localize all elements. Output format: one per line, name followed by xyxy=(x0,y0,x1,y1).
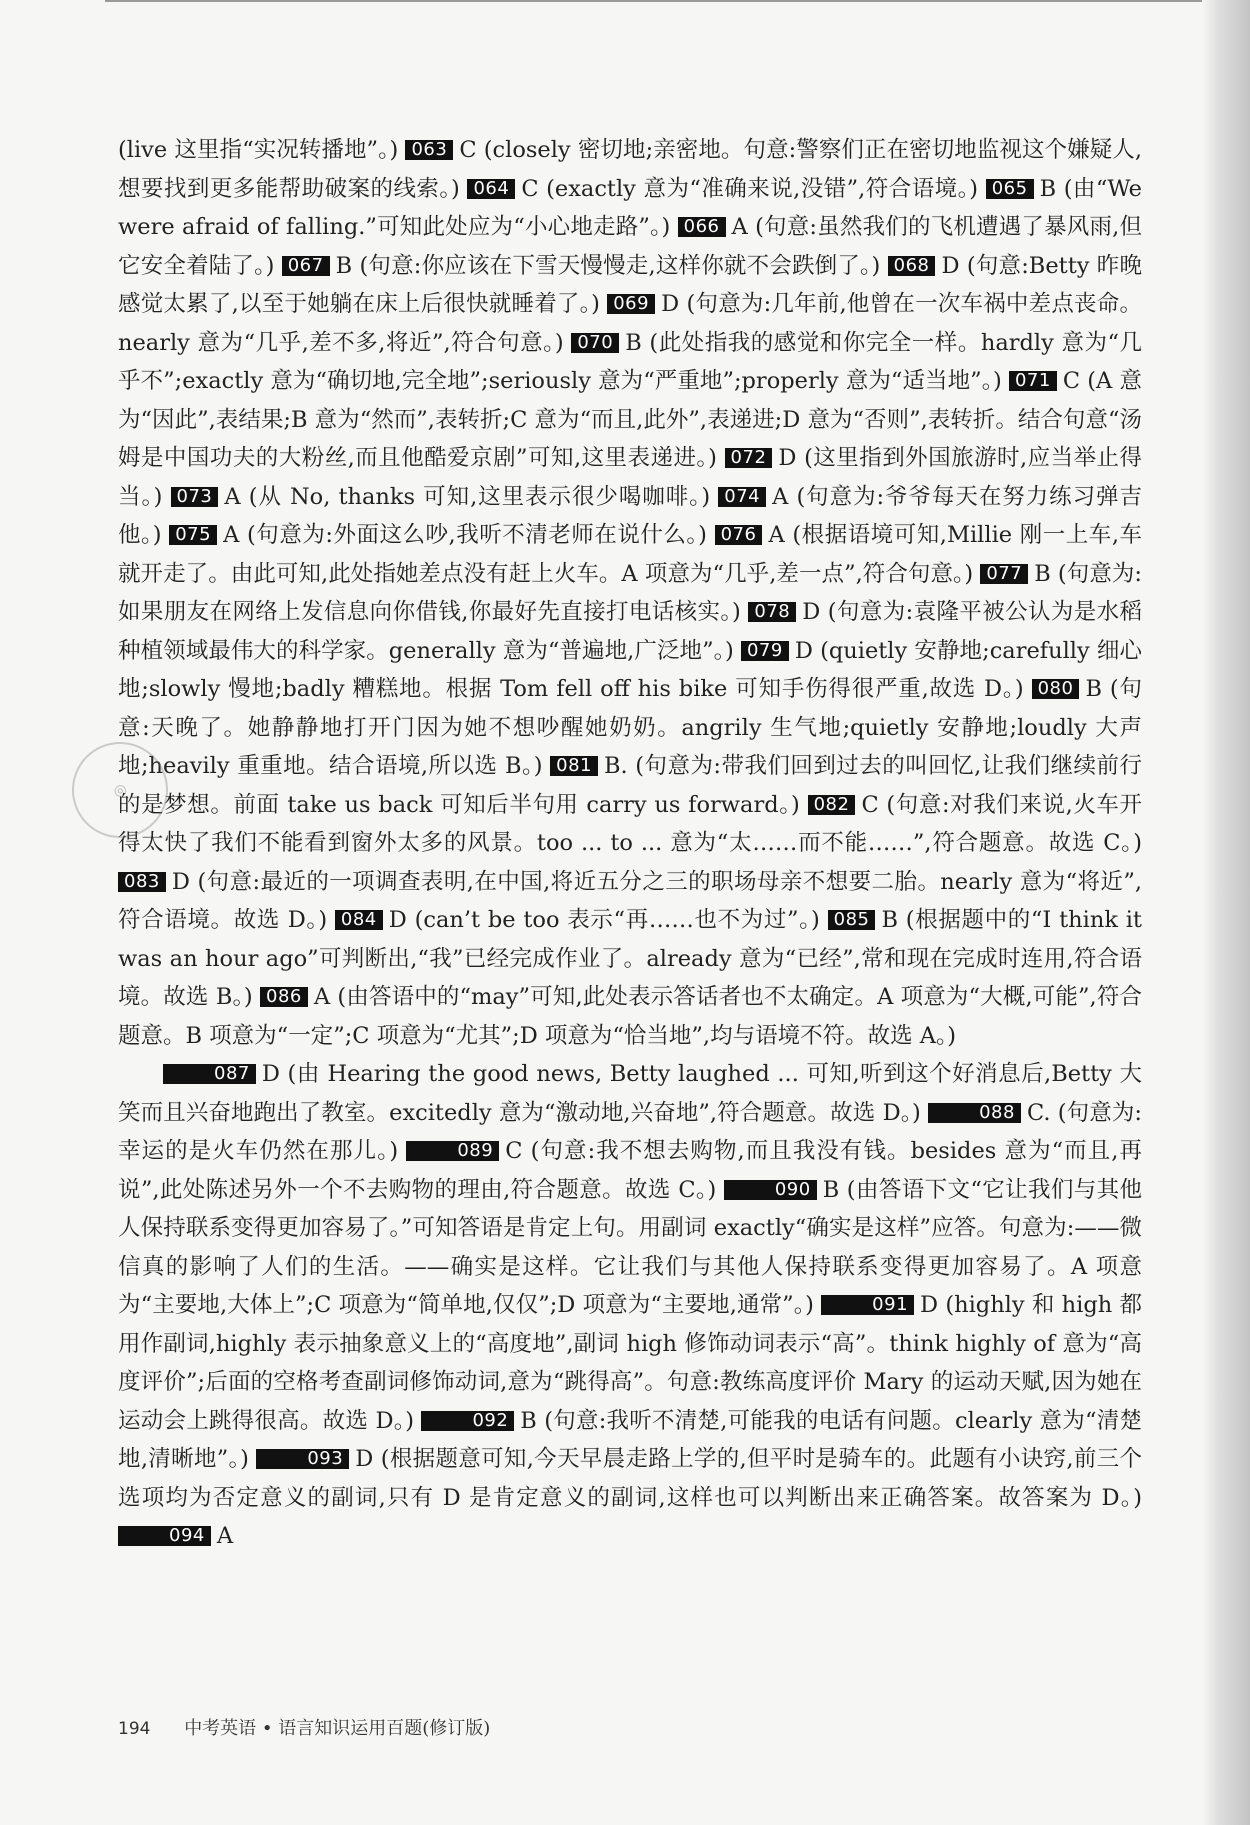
explanation-text: C. (句意为:幸运的是火车仍然在那儿。) xyxy=(118,1099,1142,1164)
explanation-text: B (句意:你应该在下雪天慢慢走,这样你就不会跌倒了。) xyxy=(335,252,888,279)
question-number-badge: 070 xyxy=(571,333,619,353)
page-footer xyxy=(118,1714,490,1740)
explanation-text: D (quietly 安静地;carefully 细心地;slowly 慢地;badly 糟糕地。根据 Tom fell off his bike 可知手伤得很严重,故选 D。) xyxy=(118,637,1142,702)
question-number-badge: 090 xyxy=(724,1180,817,1200)
explanation-text: A xyxy=(216,1523,234,1549)
question-number-badge: 066 xyxy=(678,217,726,237)
question-number-badge: 093 xyxy=(256,1449,349,1469)
question-number-badge: 075 xyxy=(169,525,217,545)
explanation-text: D (句意:最近的一项调查表明,在中国,将近五分之三的职场母亲不想要二胎。nearly 意为“将近”,符合语境。故选 D。) xyxy=(118,868,1142,933)
question-number-badge: 063 xyxy=(405,140,453,160)
question-number-badge: 082 xyxy=(808,795,856,815)
explanation-text: D (由 Hearing the good news, Betty laughed ... 可知,听到这个好消息后,Betty 大笑而且兴奋地跑出了教室。excitedly 意为“激动地,兴奋地”,符合题意。故选 D。) xyxy=(118,1061,1142,1126)
question-number-badge: 089 xyxy=(406,1141,499,1161)
question-number-badge: 086 xyxy=(260,987,308,1007)
explanation-text: A (句意:虽然我们的飞机遭遇了暴风雨,但它安全着陆了。) xyxy=(118,214,1142,279)
explanation-text: D (句意为:袁隆平被公认为是水稻种植领域最伟大的科学家。generally 意为“普遍地,广泛地”。) xyxy=(118,599,1142,664)
question-number-badge: 068 xyxy=(888,256,936,276)
explanation-text: A (句意为:爷爷每天在努力练习弹吉他。) xyxy=(118,483,1142,548)
explanation-paragraph xyxy=(118,131,1142,1055)
question-number-badge: 073 xyxy=(171,487,219,507)
explanation-text: B (由“We were afraid of falling.”可知此处应为“小心地走路”。) xyxy=(118,175,1142,240)
stamp-watermark: ◎ xyxy=(60,730,181,851)
explanation-text: B (根据题中的“I think it was an hour ago”可判断出,“我”已经完成作业了。already 意为“已经”,常和现在完成时连用,符合语境。故选 B。) xyxy=(118,907,1142,1010)
page-edge-shadow xyxy=(1202,0,1250,1825)
explanation-text: B (句意:我听不清楚,可能我的电话有问题。clearly 意为“清楚地,清晰地”。) xyxy=(118,1407,1143,1472)
explanation-text: C (句意:对我们来说,火车开得太快了我们不能看到窗外太多的风景。too ... to ... 意为“太……而不能……”,符合题意。故选 C。) xyxy=(118,791,1142,856)
book-title: 中考英语 • 语言知识运用百题(修订版) xyxy=(184,1718,491,1739)
question-number-badge: 085 xyxy=(828,910,876,930)
explanation-text: A (从 No, thanks 可知,这里表示很少喝咖啡。) xyxy=(224,483,719,510)
explanation-text: D (这里指到外国旅游时,应当举止得当。) xyxy=(118,445,1143,510)
question-number-badge: 072 xyxy=(725,448,773,468)
explanation-text: D (根据题意可知,今天早晨走路上学的,但平时是骑车的。此题有小诀窍,前三个选项均为否定意义的副词,只有 D 是肯定意义的副词,这样也可以判断出来正确答案。故答案为 D。) xyxy=(118,1446,1142,1511)
explanation-text: D (句意:Betty 昨晚感觉太累了,以至于她躺在床上后很快就睡着了。) xyxy=(118,252,1142,317)
top-divider xyxy=(105,0,1210,2)
explanation-text: B (由答语下文“它让我们与其他人保持联系变得更加容易了。”可知答语是肯定上句。用副词 exactly“确实是这样”应答。句意为:——微信真的影响了人们的生活。——确实是这样。它让我们与其他人保持联系变得更加容易了。A 项意为“主要地,大体上”;C 项意为“简单地,仅仅”;D 项意为“主要地,通常”。) xyxy=(118,1176,1142,1318)
question-number-badge: 065 xyxy=(986,179,1034,199)
question-number-badge: 078 xyxy=(748,602,796,622)
question-number-badge: 092 xyxy=(421,1411,514,1431)
question-number-badge: 080 xyxy=(1032,679,1080,699)
question-number-badge: 088 xyxy=(928,1103,1021,1123)
question-number-badge: 084 xyxy=(335,910,383,930)
question-number-badge: 071 xyxy=(1009,371,1057,391)
explanation-text: A (句意为:外面这么吵,我听不清老师在说什么。) xyxy=(223,522,715,548)
explanation-text: A (根据语境可知,Millie 刚一上车,车就开走了。由此可知,此处指她差点没有赶上火车。A 项意为“几乎,差一点”,符合句意。) xyxy=(118,522,1142,587)
question-number-badge: 067 xyxy=(282,256,330,276)
explanation-text: B (句意为:如果朋友在网络上发信息向你借钱,你最好先直接打电话核实。) xyxy=(118,560,1143,625)
explanation-text: C (closely 密切地;亲密地。句意:警察们正在密切地监视这个嫌疑人,想要找到更多能帮助破案的线索。) xyxy=(118,137,1142,202)
explanation-paragraph xyxy=(118,1055,1142,1556)
question-number-badge: 083 xyxy=(118,872,166,892)
question-number-badge: 076 xyxy=(715,525,763,545)
explanation-text: C (A 意为“因此”,表结果;B 意为“然而”,表转折;C 意为“而且,此外”,表递进;D 意为“否则”,表转折。结合句意“汤姆是中国功夫的大粉丝,而且他酷爱京剧”可知,这里表递进。) xyxy=(118,368,1142,471)
explanation-text: D (can’t be too 表示“再……也不为过”。) xyxy=(388,907,828,933)
question-number-badge: 079 xyxy=(741,641,789,661)
question-number-badge: 064 xyxy=(467,179,515,199)
explanation-text: D (highly 和 high 都用作副词,highly 表示抽象意义上的“高度地”,副词 high 修饰动词表示“高”。think highly of 意为“高度评价”;后面的空格考查副词修饰动词,意为“跳得高”。句意:教练高度评价 Mary 的运动天赋,因为她在运动会上跳得很高。故选 D。) xyxy=(118,1292,1143,1434)
explanation-text: (live 这里指“实况转播地”。) xyxy=(118,137,406,163)
page-number: 194 xyxy=(118,1719,151,1739)
explanation-text: C (句意:我不想去购物,而且我没有钱。besides 意为“而且,再说”,此处陈述另外一个不去购物的理由,符合题意。故选 C。) xyxy=(118,1138,1142,1203)
explanation-text: B. (句意为:带我们回到过去的叫回忆,让我们继续前行的是梦想。前面 take us back 可知后半句用 carry us forward。) xyxy=(118,753,1142,818)
explanation-text: A (由答语中的“may”可知,此处表示答话者也不太确定。A 项意为“大概,可能”,符合题意。B 项意为“一定”;C 项意为“尤其”;D 项意为“恰当地”,均与语境不符。故选 A。) xyxy=(118,984,1142,1049)
question-number-badge: 087 xyxy=(163,1064,256,1084)
question-number-badge: 091 xyxy=(821,1295,914,1315)
question-number-badge: 074 xyxy=(718,487,766,507)
question-number-badge: 077 xyxy=(980,564,1028,584)
question-number-badge: 081 xyxy=(550,756,598,776)
explanation-text: D (句意为:几年前,他曾在一次车祸中差点丧命。nearly 意为“几乎,差不多,将近”,符合句意。) xyxy=(118,291,1142,356)
question-number-badge: 069 xyxy=(607,294,655,314)
question-number-badge: 094 xyxy=(118,1526,211,1546)
explanation-text: C (exactly 意为“准确来说,没错”,符合语境。) xyxy=(521,175,986,202)
explanation-text: B (句意:天晚了。她静静地打开门因为她不想吵醒她奶奶。angrily 生气地;quietly 安静地;loudly 大声地;heavily 重重地。结合语境,所以选 B。) xyxy=(118,676,1142,779)
explanation-text: B (此处指我的感觉和你完全一样。hardly 意为“几乎不”;exactly 意为“确切地,完全地”;seriously 意为“严重地”;properly 意为“适当地”。) xyxy=(118,329,1142,394)
answer-explanations xyxy=(118,131,1142,1556)
